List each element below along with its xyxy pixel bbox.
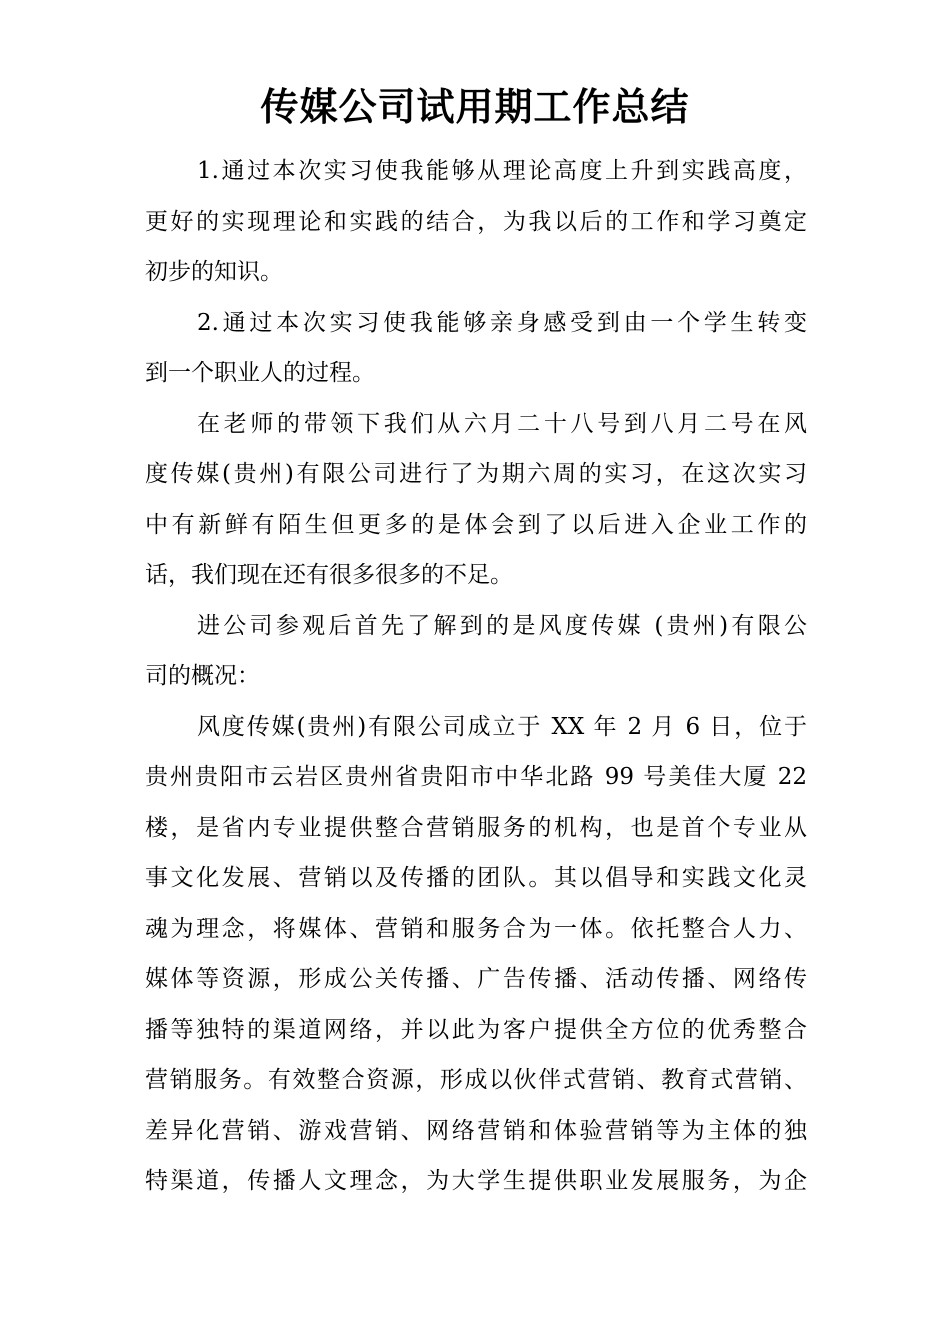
text-line: 特渠道，传播人文理念，为大学生提供职业发展服务，为企: [145, 1168, 807, 1194]
text-line: 魂为理念，将媒体、营销和服务合为一体。依托整合人力、: [145, 915, 807, 942]
text-line: 司的概况：: [145, 663, 260, 689]
text-line: 事文化发展、营销以及传播的团队。其以倡导和实践文化灵: [145, 865, 807, 891]
text-line: 播等独特的渠道网络，并以此为客户提供全方位的优秀整合: [145, 1016, 807, 1043]
text-line: 度传媒(贵州)有限公司进行了为期六周的实习，在这次实习: [145, 461, 807, 487]
text-line: 到一个职业人的过程。: [145, 360, 375, 386]
text-line: 差异化营销、游戏营销、网络营销和体验营销等为主体的独: [145, 1117, 807, 1144]
paragraph-1: [145, 146, 807, 298]
paragraph-4: [145, 601, 807, 702]
document-body: [145, 146, 807, 1207]
text-line: 话，我们现在还有很多很多的不足。: [145, 562, 513, 588]
text-line: 1.通过本次实习使我能够从理论高度上升到实践高度，: [197, 158, 807, 184]
paragraph-2: [145, 298, 807, 399]
text-line: 风度传媒(贵州)有限公司成立于 XX 年 2 月 6 日，位于: [197, 713, 807, 740]
text-line: 贵州贵阳市云岩区贵州省贵阳市中华北路 99 号美佳大厦 22: [145, 764, 807, 790]
text-line: 营销服务。有效整合资源，形成以伙伴式营销、教育式营销、: [145, 1067, 807, 1093]
text-line: 初步的知识。: [145, 259, 283, 285]
text-line: 媒体等资源，形成公关传播、广告传播、活动传播、网络传: [145, 966, 807, 992]
document-title: 传媒公司试用期工作总结: [260, 84, 690, 129]
text-line: 楼，是省内专业提供整合营销服务的机构，也是首个专业从: [145, 814, 807, 841]
text-line: 2.通过本次实习使我能够亲身感受到由一个学生转变: [197, 309, 807, 336]
text-line: 在老师的带领下我们从六月二十八号到八月二号在风: [197, 410, 807, 437]
paragraph-3: [145, 399, 807, 601]
paragraph-5: [145, 702, 807, 1207]
text-line: 更好的实现理论和实践的结合，为我以后的工作和学习奠定: [145, 208, 807, 235]
text-line: 中有新鲜有陌生但更多的是体会到了以后进入企业工作的: [145, 511, 807, 538]
text-line: 进公司参观后首先了解到的是风度传媒 (贵州)有限公: [197, 612, 807, 639]
